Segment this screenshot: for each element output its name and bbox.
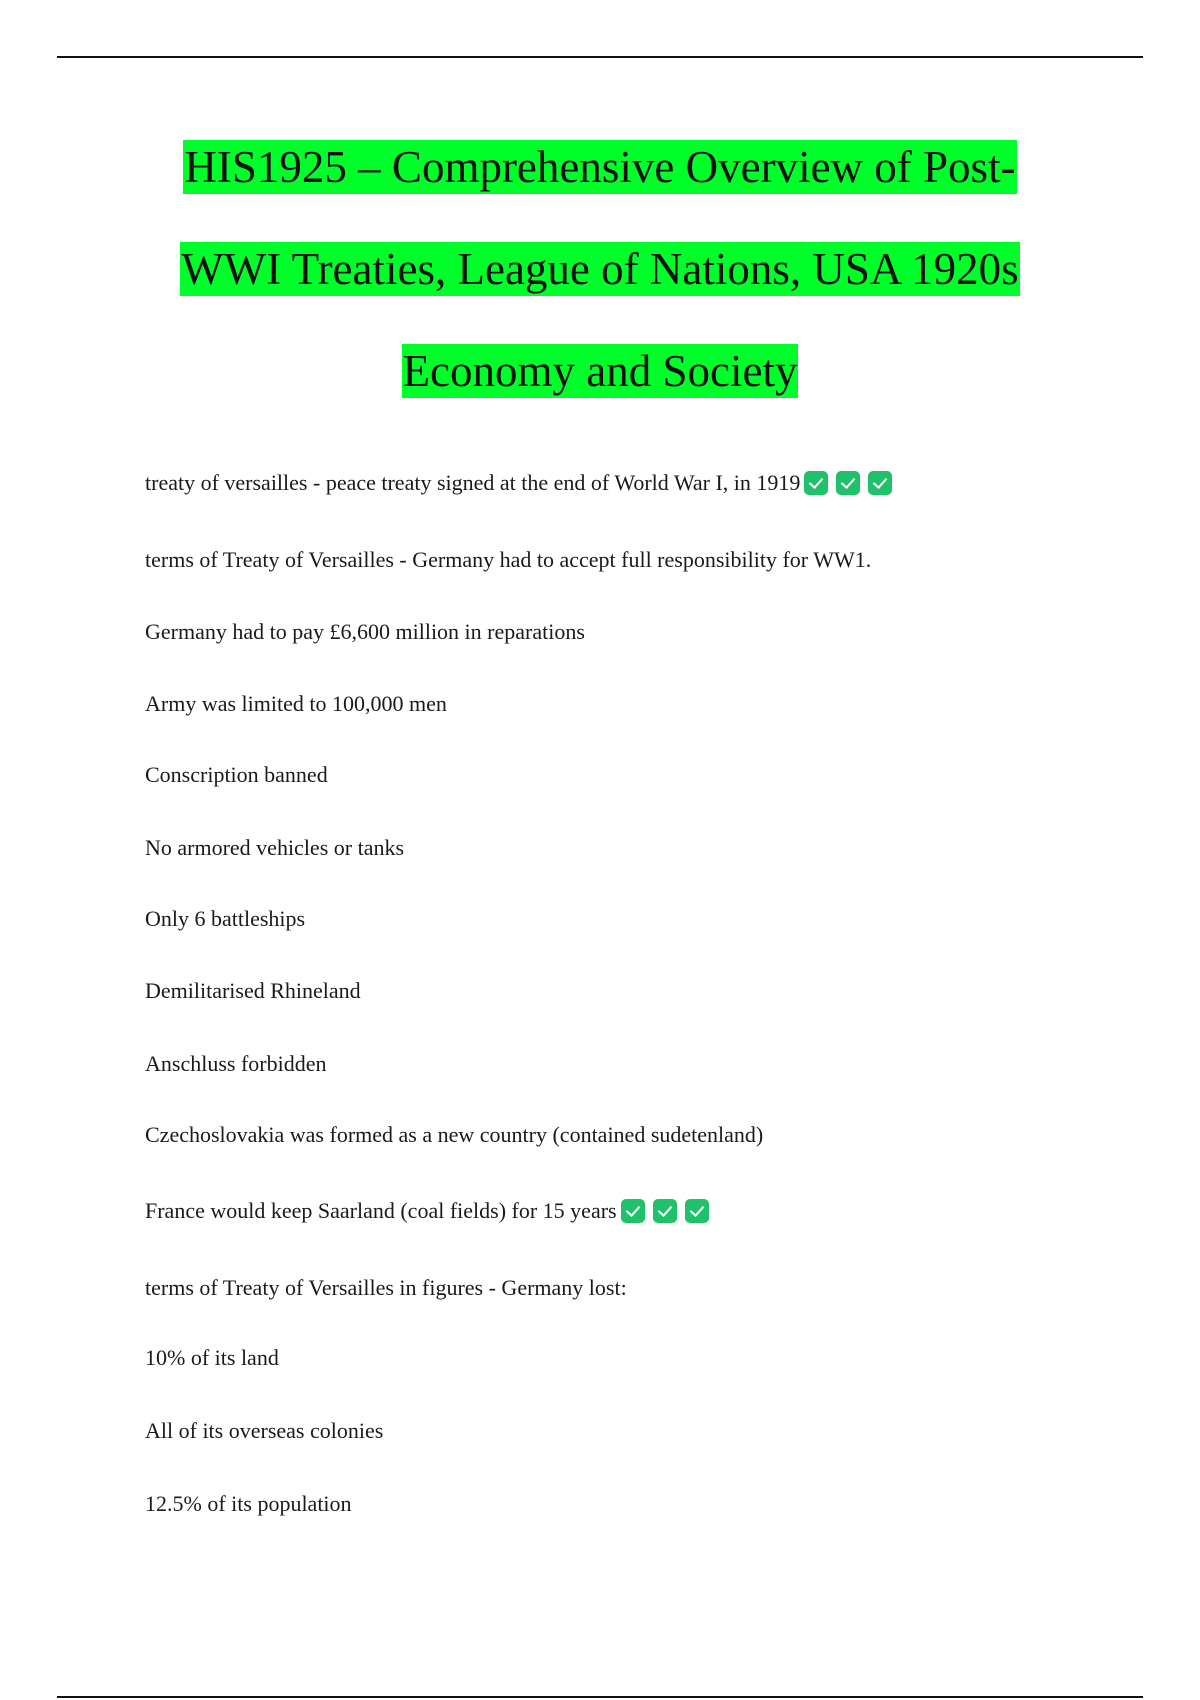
- flashcard-line: [145, 1196, 717, 1226]
- flashcard-line: [145, 1049, 326, 1079]
- flashcard-line-text: No armored vehicles or tanks: [145, 835, 405, 860]
- flashcard-line-text: Only 6 battleships: [145, 906, 306, 931]
- flashcard-line-text: Army was limited to 100,000 men: [145, 691, 447, 716]
- flashcard-line-text: Anschluss forbidden: [145, 1051, 327, 1076]
- flashcard-line-text: 10% of its land: [145, 1345, 279, 1370]
- flashcard-line: [145, 1120, 763, 1150]
- title-line: [0, 242, 1200, 344]
- check-icons: [621, 1199, 717, 1223]
- title-line-text: HIS1925 – Comprehensive Overview of Post-: [184, 142, 1016, 192]
- title-line: [0, 140, 1200, 242]
- flashcard-line: [145, 545, 871, 575]
- flashcard-line-text: Germany had to pay £6,600 million in reparations: [145, 619, 585, 644]
- bottom-divider: [57, 1696, 1143, 1698]
- title-line: [0, 344, 1200, 446]
- flashcard-line: [145, 833, 404, 863]
- check-mark-icon: [836, 471, 860, 495]
- flashcard-line: [145, 1343, 279, 1373]
- flashcard-line-text: terms of Treaty of Versailles - Germany had to accept full responsibility for WW1.: [145, 547, 872, 572]
- check-mark-icon: [868, 471, 892, 495]
- flashcard-line-text: France would keep Saarland (coal fields) for 15 years: [145, 1198, 617, 1223]
- check-mark-icon: [653, 1199, 677, 1223]
- flashcard-line-text: Czechoslovakia was formed as a new country (contained sudetenland): [145, 1122, 764, 1147]
- check-icons: [804, 471, 900, 495]
- flashcard-line-text: Demilitarised Rhineland: [145, 978, 361, 1003]
- check-mark-icon: [621, 1199, 645, 1223]
- flashcard-line: [145, 1489, 352, 1519]
- flashcard-line: [145, 689, 447, 719]
- flashcard-line-text: Conscription banned: [145, 762, 328, 787]
- flashcard-line-text: 12.5% of its population: [145, 1491, 352, 1516]
- flashcard-line-text: All of its overseas colonies: [145, 1418, 384, 1443]
- flashcard-line-text: terms of Treaty of Versailles in figures - Germany lost:: [145, 1275, 627, 1300]
- top-divider: [57, 56, 1143, 58]
- flashcard-line: [145, 904, 305, 934]
- title-line-text: WWI Treaties, League of Nations, USA 1920s: [181, 244, 1019, 294]
- flashcard-line: [145, 976, 361, 1006]
- flashcard-line: [145, 468, 900, 498]
- flashcard-line: [145, 1416, 383, 1446]
- flashcard-line: [145, 617, 585, 647]
- check-mark-icon: [804, 471, 828, 495]
- flashcard-line: [145, 1273, 627, 1303]
- flashcard-line-text: treaty of versailles - peace treaty signed at the end of World War I, in 1919: [145, 470, 801, 495]
- title-line-text: Economy and Society: [402, 346, 798, 396]
- check-mark-icon: [685, 1199, 709, 1223]
- flashcard-line: [145, 760, 328, 790]
- document-title: [0, 140, 1200, 446]
